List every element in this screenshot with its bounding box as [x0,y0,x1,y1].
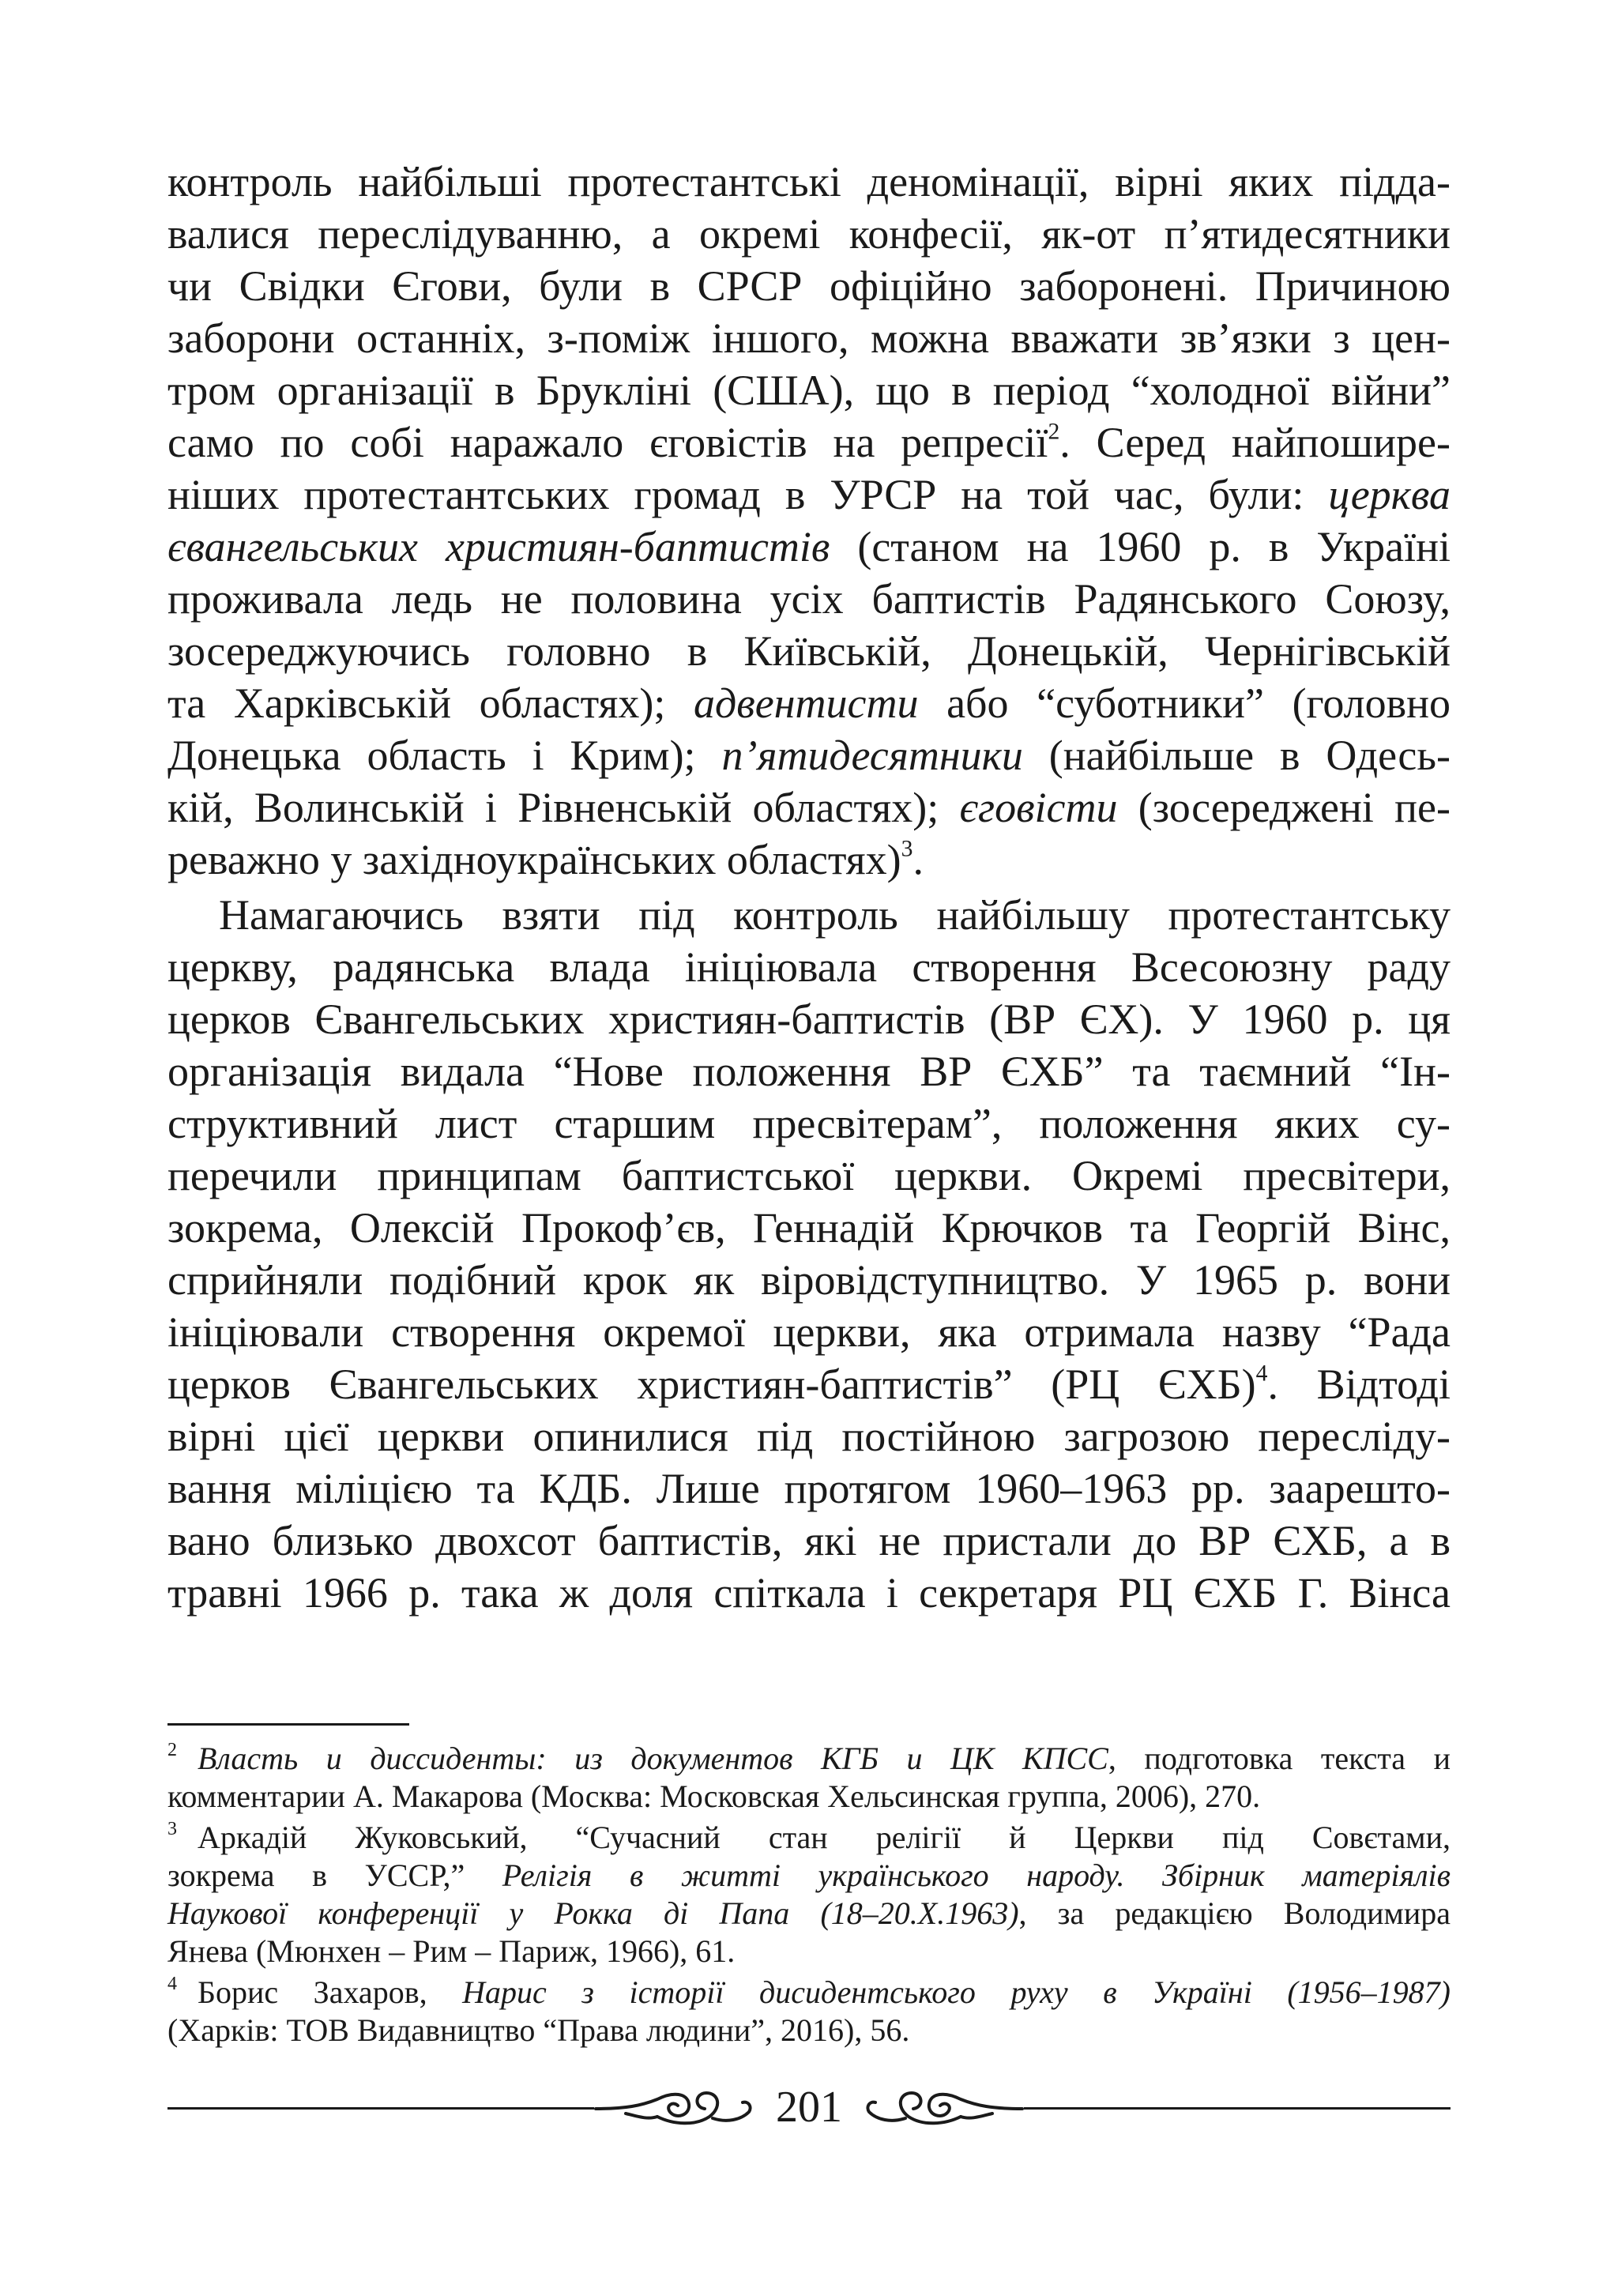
footnote-line: комментарии А. Макарова (Москва: Московская Хельсинская группа, 2006), 270. [167,1778,1261,1814]
footer-rule-right [1024,2107,1451,2110]
footnote-ref-4[interactable]: 4 [1255,1361,1268,1387]
footer-rule-left [167,2107,594,2110]
footnote-ref-2[interactable]: 2 [1048,419,1060,445]
footnote-line: Наукової конференції у Рокка ді Папа (18–20.Х.1963), за редакцією Володимира [167,1895,1451,1931]
page-number: 201 [776,2083,842,2132]
footnote-line: (Харків: ТОВ Видавництво “Права людини”, 2016), 56. [167,2012,910,2048]
text-line: травні 1966 р. така ж доля спіткала і секретаря РЦ ЄХБ Г. Вінса [167,1569,1451,1617]
text-line: церков Євангельських християн-баптистів (ВР ЄХ). У 1960 р. ця [167,996,1451,1043]
footnote-ref-3[interactable]: 3 [901,836,913,862]
text-line: церкву, радянська влада ініціювала створення Всесоюзну раду [167,943,1451,991]
footnote-line: $^4$ Борис Захаров, Нарис з історії дисидентського руху в Україні (1956–1987) [167,1974,1451,2010]
text-line: організація видала “Нове положення ВР ЄХБ” та таємний “Ін- [167,1048,1451,1095]
flourish-right-icon [866,2082,1024,2132]
text-line: чи Свідки Єгови, були в СРСР офіційно заборонені. Причиною [167,262,1451,310]
page-footer [167,2078,1451,2133]
text-line: контроль найбільші протестантські деномінації, вірні яких підда- [167,158,1451,205]
text-line: структивний лист старшим пресвітерам”, положення яких су- [167,1100,1451,1147]
text-line: заборони останніх, з-поміж іншого, можна вважати зв’язки з цен- [167,314,1451,362]
text-line: валися переслідуванню, а окремі конфесії, як-от п’ятидесятники [167,210,1451,258]
text-line: зосереджуючись головно в Київській, Донецькій, Чернігівській [167,627,1451,675]
text-line: вано близько двохсот баптистів, які не пристали до ВР ЄХБ, а в [167,1517,1451,1564]
text-line: Намагаючись взяти під контроль найбільшу протестантську [219,891,1451,939]
footnote-mark: 3 [167,1819,177,1840]
text-line: само по собі наражало єговістів на репресії$^2$. Серед найпошире- [167,419,1451,466]
text-line: зокрема, Олексій Прокоф’єв, Геннадій Крючков та Георгій Вінс, [167,1204,1451,1252]
text-line: реважно у західноукраїнських областях)$^3$. [167,836,924,883]
flourish-left-icon [594,2082,752,2132]
text-line: перечили принципам баптистської церкви. Окремі пресвітери, [167,1152,1451,1199]
text-line: тром організації в Брукліні (США), що в період “холодної війни” [167,367,1451,414]
footnote-line: зокрема в УССР,” Релігія в житті українського народу. Збірник матеріялів [167,1858,1451,1893]
footnote-line: $^2$ Власть и диссиденты: из документов КГБ и ЦК КПСС, подготовка текста и [167,1740,1451,1776]
text-line: вірні цієї церкви опинилися під постійною загрозою пересліду- [167,1413,1451,1460]
text-line: ніших протестантських громад в УРСР на той час, були: церква [167,471,1451,518]
footnote-mark: 4 [167,1974,177,1995]
text-line: ініціювали створення окремої церкви, яка отримала назву “Рада [167,1308,1451,1356]
text-line: та Харківській областях); адвентисти або “суботники” (головно [167,679,1451,727]
text-line: Донецька область і Крим); п’ятидесятники (найбільше в Одесь- [167,732,1451,779]
text-line: сприйняли подібний крок як віровідступництво. У 1965 р. вони [167,1256,1451,1304]
footnote-line: Янева (Мюнхен – Рим – Париж, 1966), 61. [167,1933,736,1969]
text-line: вання міліцією та КДБ. Лише протягом 1960–1963 рр. заарешто- [167,1465,1451,1512]
footnote-separator [167,1723,409,1726]
text-line: церков Євангельських християн-баптистів” (РЦ ЄХБ)$^4$. Відтоді [167,1361,1451,1408]
footnote-mark: 2 [167,1740,177,1761]
text-line: кій, Волинській і Рівненській областях); єговісти (зосереджені пе- [167,784,1451,831]
text-line: проживала ледь не половина усіх баптистів Радянського Союзу, [167,575,1451,623]
text-line: євангельських християн-баптистів (станом на 1960 р. в Україні [167,523,1451,570]
footnote-line: $^3$ Аркадій Жуковський, “Сучасний стан релігії й Церкви під Совєтами, [167,1819,1451,1855]
